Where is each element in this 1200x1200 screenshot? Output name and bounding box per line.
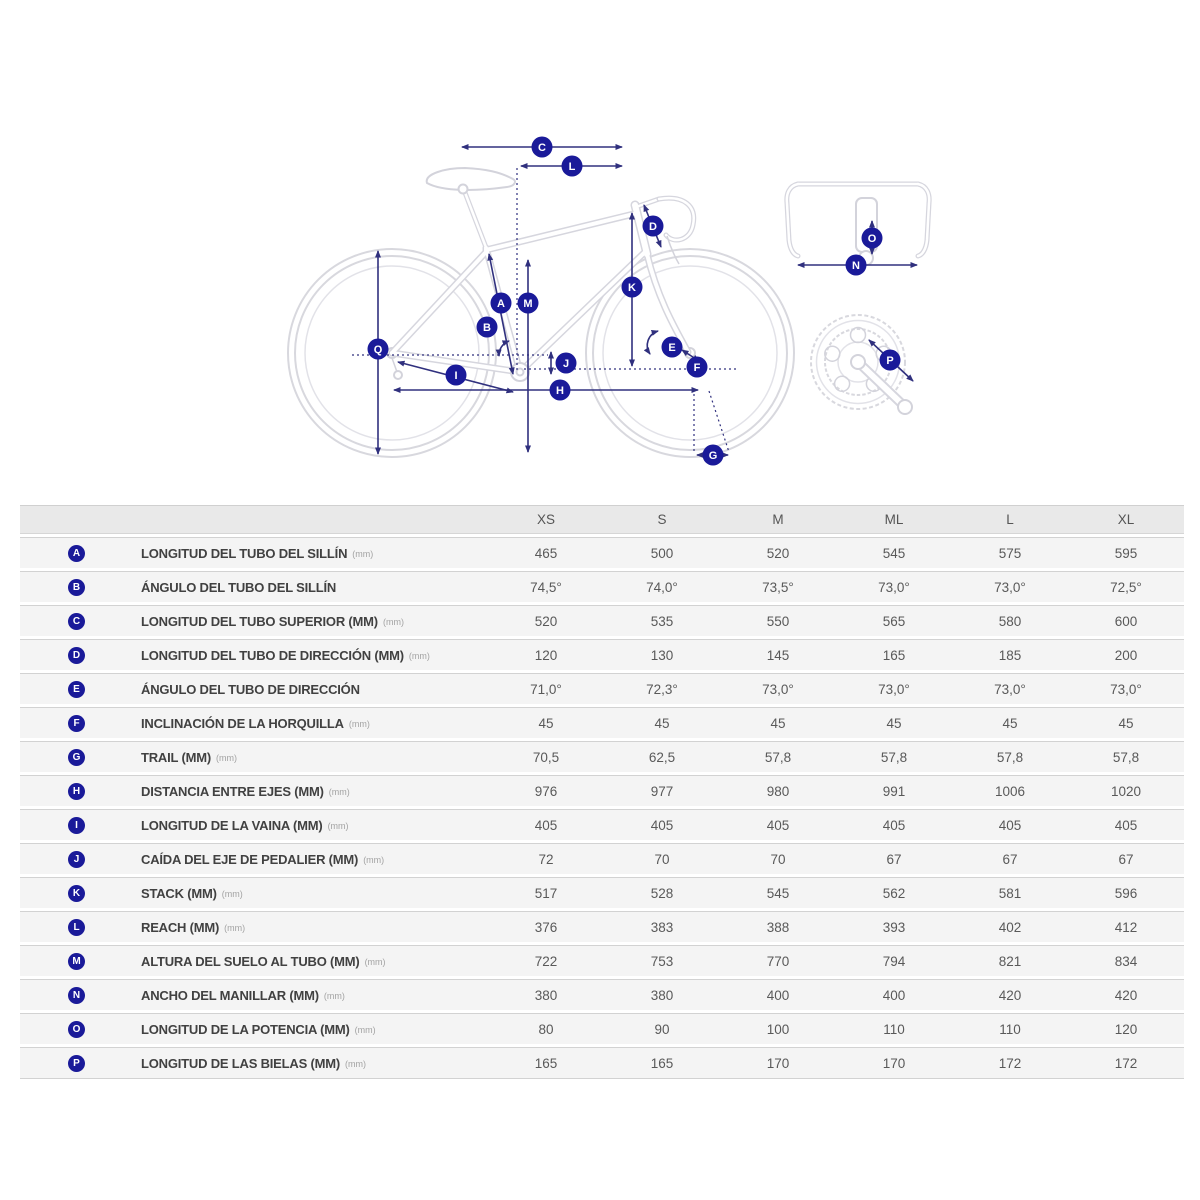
table-row [20,1013,1184,1044]
arrow-a [489,254,513,374]
row-unit-suffix: (mm) [348,719,370,729]
table-row [20,945,1184,976]
diagram-badge-p [880,350,901,371]
row-value: 500 [650,545,674,561]
diagram-badge-q [368,339,389,360]
row-value: 45 [886,715,902,731]
row-label: LONGITUD DEL TUBO DEL SILLÍN [141,545,348,561]
row-value: 73,0° [994,579,1026,595]
row-label-cell [20,783,488,800]
table-row [20,741,1184,772]
row-value: 73,0° [878,681,910,697]
row-letter-badge: G [68,749,85,766]
row-value: 200 [1114,647,1138,663]
row-value: 980 [766,783,790,799]
row-letter-badge: I [68,817,85,834]
row-value: 420 [1114,987,1138,1003]
diagram-badge-m [518,293,539,314]
row-value: 388 [766,919,790,935]
row-letter-badge: P [68,1055,85,1072]
row-value: 45 [1118,715,1134,731]
row-value: 412 [1114,919,1138,935]
row-letter-badge: J [68,851,85,868]
diagram-badge-n [846,255,867,276]
table-row [20,911,1184,942]
row-unit-suffix: (mm) [363,855,385,865]
row-value: 57,8 [1112,749,1140,765]
size-column-header: S [657,512,667,527]
row-value: 170 [882,1055,906,1071]
row-label: ANCHO DEL MANILLAR (MM) [141,987,319,1003]
row-label-cell [20,579,488,596]
table-row [20,639,1184,670]
row-value: 57,8 [880,749,908,765]
rear-derailleur [394,371,402,379]
row-value: 110 [999,1021,1021,1037]
svg-text:O: O [867,233,877,245]
row-label: ÁNGULO DEL TUBO DE DIRECCIÓN [141,681,360,697]
row-value: 165 [534,1055,558,1071]
saddle [427,168,515,190]
size-column-header: XS [536,512,555,527]
row-letter-badge: N [68,987,85,1004]
row-unit-suffix: (mm) [344,1059,366,1069]
table-row [20,809,1184,840]
diagram-badge-e [662,337,683,358]
row-letter-badge: E [68,681,85,698]
diagram-badge-b [477,317,498,338]
row-label: DISTANCIA ENTRE EJES (MM) [141,783,324,799]
row-value: 72,5° [1110,579,1142,595]
row-label: INCLINACIÓN DE LA HORQUILLA [141,715,344,731]
svg-text:N: N [852,260,860,272]
diagram-badge-k [622,277,643,298]
row-label-cell [20,613,488,630]
svg-text:L: L [568,161,576,173]
row-value: 400 [766,987,790,1003]
table-row [20,571,1184,602]
row-value: 405 [1114,817,1138,833]
svg-text:K: K [628,282,636,294]
row-value: 74,5° [530,579,562,595]
row-value: 67 [1118,851,1134,867]
row-label-cell [20,681,488,698]
bike-geometry-diagram [0,0,1200,505]
row-value: 581 [998,885,1022,901]
table-header [20,505,1184,534]
row-value: 770 [766,953,790,969]
svg-text:I: I [454,370,458,382]
table-body [20,537,1184,1079]
row-value: 70 [654,851,670,867]
row-value: 73,5° [762,579,794,595]
diagram-badge-c [532,137,553,158]
row-label-cell [20,749,488,766]
row-value: 130 [650,647,674,663]
row-value: 821 [998,953,1022,969]
row-unit-suffix: (mm) [352,549,374,559]
diagram-badge-o [862,228,883,249]
row-value: 575 [998,545,1022,561]
row-value: 393 [882,919,906,935]
row-value: 550 [766,613,790,629]
row-letter-badge: B [68,579,85,596]
row-letter-badge: K [68,885,85,902]
row-label-cell [20,1055,488,1072]
size-column-header: M [772,512,784,527]
table-row [20,877,1184,908]
row-letter-badge: O [68,1021,85,1038]
row-value: 80 [538,1021,554,1037]
row-value: 380 [534,987,558,1003]
row-label: REACH (MM) [141,919,220,935]
row-value: 100 [766,1021,790,1037]
row-value: 834 [1114,953,1138,969]
row-value: 62,5 [648,749,676,765]
row-value: 172 [1114,1055,1138,1071]
svg-text:A: A [497,298,505,310]
svg-text:B: B [483,322,491,334]
row-value: 73,0° [762,681,794,697]
table-row [20,673,1184,704]
row-label: TRAIL (MM) [141,749,211,765]
row-value: 72 [538,851,554,867]
row-letter-badge: M [68,953,85,970]
row-label-cell [20,919,488,936]
row-label-cell [20,817,488,834]
row-value: 402 [998,919,1022,935]
table-row [20,605,1184,636]
row-value: 73,0° [994,681,1026,697]
row-label-cell [20,647,488,664]
row-letter-badge: D [68,647,85,664]
row-value: 1020 [1110,783,1142,799]
row-value: 383 [650,919,674,935]
row-value: 517 [534,885,558,901]
size-column-header: ML [884,512,904,527]
row-value: 165 [650,1055,674,1071]
diagram-badge-d [643,216,664,237]
svg-text:J: J [562,358,570,370]
row-value: 405 [882,817,906,833]
row-value: 405 [534,817,558,833]
row-value: 520 [766,545,790,561]
diagram-badge-l [562,156,583,177]
row-label: LONGITUD DEL TUBO SUPERIOR (MM) [141,613,378,629]
row-value: 976 [534,783,558,799]
arrow-e-arc [647,331,658,354]
bike-outline [288,168,794,457]
row-letter-badge: H [68,783,85,800]
row-value: 120 [1114,1021,1138,1037]
row-unit-suffix: (mm) [328,787,350,797]
svg-text:P: P [886,355,894,367]
row-value: 595 [1114,545,1138,561]
row-label: ÁNGULO DEL TUBO DEL SILLÍN [141,579,337,595]
row-unit-suffix: (mm) [221,889,243,899]
row-label: ALTURA DEL SUELO AL TUBO (MM) [141,953,360,969]
row-value: 45 [538,715,554,731]
row-value: 977 [650,783,674,799]
row-unit-suffix: (mm) [364,957,386,967]
table-row [20,979,1184,1010]
handlebar-top-view [787,184,929,265]
diagram-badge-j [556,353,577,374]
row-value: 520 [534,613,558,629]
row-value: 420 [998,987,1022,1003]
row-unit-suffix: (mm) [382,617,404,627]
row-value: 380 [650,987,674,1003]
diagram-badge-g [703,445,724,466]
row-value: 57,8 [764,749,792,765]
row-value: 1006 [994,783,1026,799]
row-unit-suffix: (mm) [323,991,345,1001]
row-value: 70,5 [532,749,560,765]
diagram-badge-i [446,365,467,386]
row-label: LONGITUD DE LAS BIELAS (MM) [141,1055,340,1071]
row-value: 72,3° [646,681,678,697]
table-row [20,707,1184,738]
row-value: 596 [1114,885,1138,901]
row-value: 405 [650,817,674,833]
row-value: 70 [770,851,786,867]
row-value: 545 [882,545,906,561]
row-value: 74,0° [646,579,678,595]
row-value: 45 [1002,715,1018,731]
svg-text:C: C [538,142,546,154]
row-label-cell [20,715,488,732]
pedal-axle [898,400,912,414]
row-label: LONGITUD DE LA POTENCIA (MM) [141,1021,350,1037]
diagram-badge-f [687,357,708,378]
row-value: 400 [882,987,906,1003]
table-row [20,1047,1184,1079]
row-label-cell [20,987,488,1004]
row-value: 90 [654,1021,670,1037]
svg-text:E: E [668,342,676,354]
row-value: 535 [650,613,674,629]
row-value: 794 [882,953,906,969]
row-label-cell [20,953,488,970]
row-value: 562 [882,885,906,901]
size-column-header: L [1006,512,1014,527]
row-value: 465 [534,545,558,561]
svg-text:F: F [693,362,701,374]
row-value: 580 [998,613,1022,629]
svg-text:Q: Q [373,344,383,356]
row-label-cell [20,851,488,868]
table-row [20,775,1184,806]
row-unit-suffix: (mm) [327,821,349,831]
row-letter-badge: F [68,715,85,732]
row-value: 991 [882,783,906,799]
svg-text:M: M [523,298,533,310]
svg-text:D: D [649,221,657,233]
geometry-table [20,505,1184,1082]
diagram-badge-h [550,380,571,401]
svg-text:H: H [556,385,564,397]
row-value: 376 [534,919,558,935]
row-label: LONGITUD DE LA VAINA (MM) [141,817,323,833]
row-unit-suffix: (mm) [408,651,430,661]
diagram-badge-a [491,293,512,314]
row-label-cell [20,1021,488,1038]
row-unit-suffix: (mm) [224,923,246,933]
row-value: 45 [654,715,670,731]
row-unit-suffix: (mm) [215,753,237,763]
row-value: 600 [1114,613,1138,629]
row-value: 722 [534,953,558,969]
row-letter-badge: A [68,545,85,562]
row-value: 165 [882,647,906,663]
row-value: 110 [883,1021,905,1037]
table-row [20,843,1184,874]
row-value: 67 [1002,851,1018,867]
frame [392,190,688,372]
row-value: 73,0° [1110,681,1142,697]
handlebar [659,198,694,264]
row-value: 565 [882,613,906,629]
row-value: 545 [766,885,790,901]
row-label: LONGITUD DEL TUBO DE DIRECCIÓN (MM) [141,647,404,663]
table-row [20,537,1184,568]
row-value: 67 [886,851,902,867]
row-label-cell [20,545,488,562]
row-value: 405 [998,817,1022,833]
row-value: 185 [998,647,1022,663]
row-value: 120 [534,647,558,663]
row-value: 405 [766,817,790,833]
row-value: 45 [770,715,786,731]
row-value: 170 [766,1055,790,1071]
row-value: 71,0° [530,681,562,697]
row-value: 73,0° [878,579,910,595]
row-label: CAÍDA DEL EJE DE PEDALIER (MM) [141,851,359,867]
row-value: 145 [766,647,790,663]
row-value: 172 [998,1055,1022,1071]
svg-text:G: G [708,450,718,462]
row-label: STACK (MM) [141,885,217,901]
row-value: 57,8 [996,749,1024,765]
row-value: 528 [650,885,674,901]
row-letter-badge: C [68,613,85,630]
row-unit-suffix: (mm) [354,1025,376,1035]
row-label-cell [20,885,488,902]
reference-lines [352,168,736,452]
row-letter-badge: L [68,919,85,936]
row-value: 753 [650,953,674,969]
size-column-header: XL [1117,512,1135,527]
